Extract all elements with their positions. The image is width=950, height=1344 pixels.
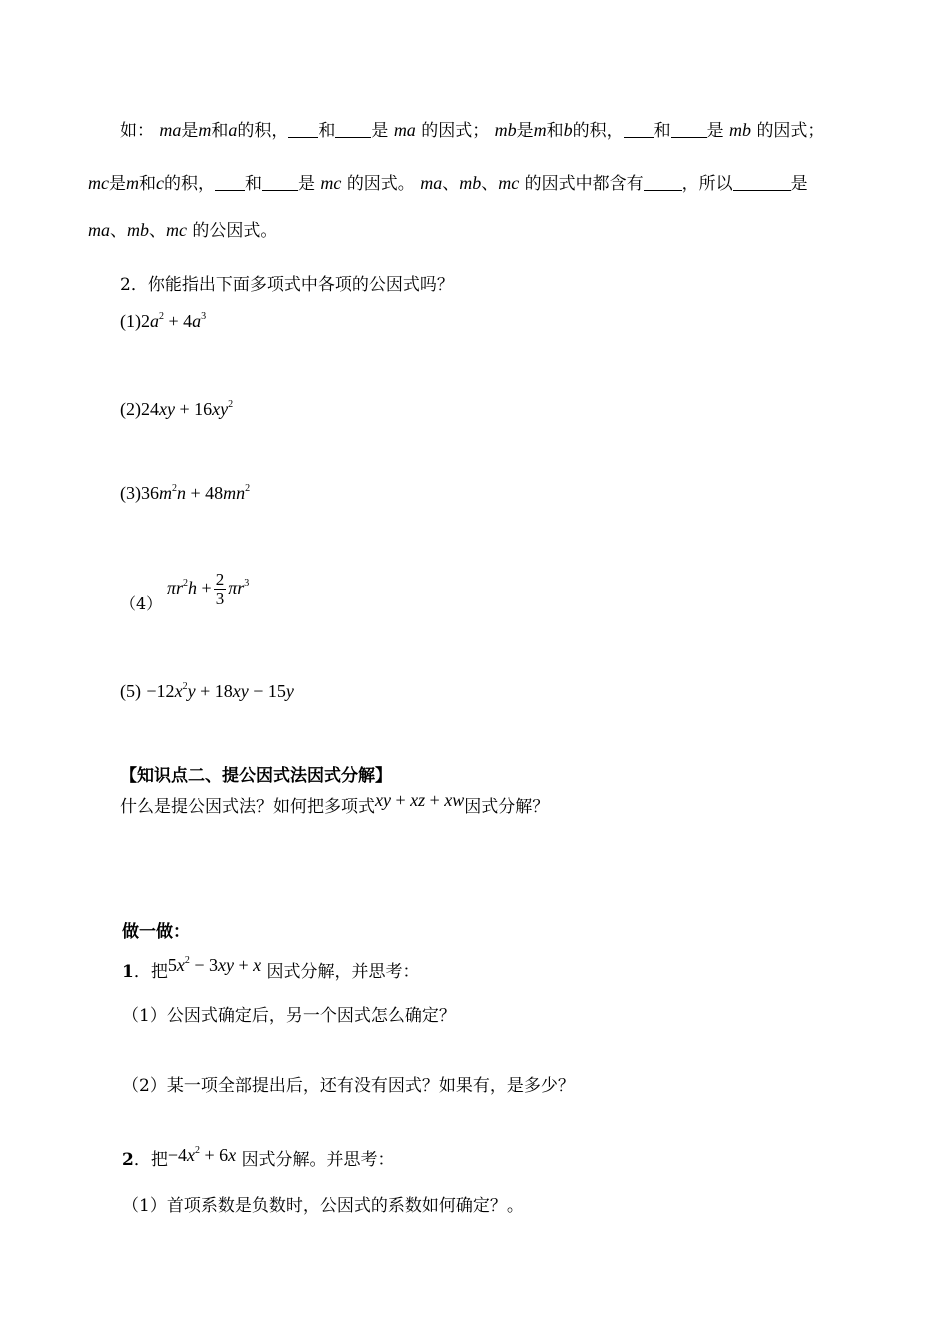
practice-2-q1: （1）首项系数是负数时，公因式的系数如何确定？。 <box>122 1196 524 1216</box>
term-mb: mb <box>459 173 482 193</box>
practice-1 <box>122 955 420 984</box>
term-ma: ma <box>420 173 443 193</box>
blank[interactable] <box>624 121 654 138</box>
term-ma: ma <box>159 120 182 140</box>
blank[interactable] <box>644 174 682 191</box>
term-mc: mc <box>498 173 520 193</box>
expr-xy-xz-xw: xy + xz + xw <box>375 790 465 810</box>
expr-p2: $-4x^2 + 6x$ <box>167 1145 237 1165</box>
text-sep: 、 <box>149 221 166 241</box>
question-text: 因式分解？ <box>464 797 550 817</box>
term-mb: mb <box>494 120 517 140</box>
problem-text: ．把 <box>133 1150 168 1170</box>
q2-item-2 <box>120 393 233 422</box>
expr-3: $36m^2n + 48mn^2$ <box>141 483 251 503</box>
text-sep: 、 <box>442 174 460 194</box>
var-a: a <box>228 120 238 140</box>
term-ma: ma <box>393 120 416 140</box>
item-label: (5) <box>120 681 141 701</box>
text-factor: 的因式； <box>421 121 490 141</box>
intro-prefix: 如： <box>120 121 154 141</box>
text-and: 和 <box>546 121 564 141</box>
text-and: 和 <box>139 174 156 194</box>
text-is: 是 <box>790 174 808 194</box>
text-common: 的公因式。 <box>192 221 278 241</box>
text-product: 的积， <box>164 174 215 194</box>
var-c: c <box>156 173 164 193</box>
term-mb: mb <box>127 220 149 240</box>
blank[interactable] <box>288 121 318 138</box>
var-b: b <box>563 120 573 140</box>
text-factor-end: 的因式。 <box>346 174 415 194</box>
item-label: (1) <box>120 311 141 331</box>
problem-text: 因式分解，并思考： <box>266 962 420 982</box>
text-sep: 、 <box>481 174 499 194</box>
section2-question <box>120 790 550 819</box>
text-so: ，所以 <box>681 174 733 194</box>
expr-4: $\pi r^2h$ + $\frac{2}{3}$ $\pi r^3$ <box>167 570 250 609</box>
intro-line-3 <box>88 218 277 243</box>
problem-number: 2 <box>122 1150 134 1170</box>
blank[interactable] <box>262 174 298 191</box>
var-m: m <box>533 120 547 140</box>
practice-1-q1: （1）公因式确定后，另一个因式怎么确定？ <box>122 1006 456 1026</box>
term-mb: mb <box>729 120 752 140</box>
text-is: 是 <box>109 174 126 194</box>
term-mc: mc <box>320 173 342 193</box>
problem-text: 因式分解。并思考： <box>241 1150 395 1170</box>
fraction-two-thirds: $\frac{2}{3}$ <box>215 570 225 609</box>
item-label: (3) <box>120 483 141 503</box>
text-contain: 的因式中都含有 <box>524 174 644 194</box>
blank[interactable] <box>671 121 707 138</box>
practice-2 <box>122 1143 395 1172</box>
text-and: 和 <box>211 121 229 141</box>
q2-item-4-expr <box>167 562 249 611</box>
text-is: 是 <box>181 121 199 141</box>
text-product: 的积， <box>237 121 289 141</box>
q2-item-1 <box>120 305 206 334</box>
q2-item-5 <box>120 675 294 704</box>
term-mc: mc <box>166 220 187 240</box>
problem-number: 1 <box>122 962 134 982</box>
practice-1-q2: （2）某一项全部提出后，还有没有因式？如果有，是多少？ <box>122 1076 575 1096</box>
text-product: 的积， <box>572 121 624 141</box>
expr-p1: $5x^2 - 3xy + x$ <box>167 955 262 975</box>
term-ma: ma <box>88 220 110 240</box>
text-is: 是 <box>298 174 315 194</box>
text-is: 是 <box>371 121 389 141</box>
q2-item-3 <box>120 477 250 506</box>
text-is: 是 <box>706 121 724 141</box>
intro-line-2 <box>88 171 808 196</box>
item-label: (2) <box>120 399 141 419</box>
text-is: 是 <box>516 121 534 141</box>
text-and: 和 <box>318 121 336 141</box>
expr-1: $2a^2 + 4a^3$ <box>141 311 207 331</box>
practice-title: 做一做： <box>122 922 190 942</box>
blank[interactable] <box>335 121 371 138</box>
var-m: m <box>126 173 139 193</box>
var-m: m <box>198 120 212 140</box>
text-and: 和 <box>245 174 262 194</box>
question-text: 什么是提公因式法？如何把多项式 <box>120 797 375 817</box>
blank[interactable] <box>733 174 791 191</box>
section2-title: 【知识点二、提公因式法因式分解】 <box>120 766 392 786</box>
expr-5: $-12x^2y + 18xy - 15y$ <box>146 681 294 701</box>
text-sep: 、 <box>110 221 127 241</box>
blank[interactable] <box>215 174 245 191</box>
term-mc: mc <box>88 173 109 193</box>
q2-prompt: 2．你能指出下面多项式中各项的公因式吗？ <box>120 275 454 295</box>
text-factor: 的因式； <box>756 121 825 141</box>
expr-2: $24xy + 16xy^2$ <box>141 399 234 419</box>
text-and: 和 <box>653 121 671 141</box>
problem-text: ．把 <box>133 962 168 982</box>
q2-item-4-label: （4） <box>120 594 163 613</box>
intro-line-1 <box>120 118 824 143</box>
